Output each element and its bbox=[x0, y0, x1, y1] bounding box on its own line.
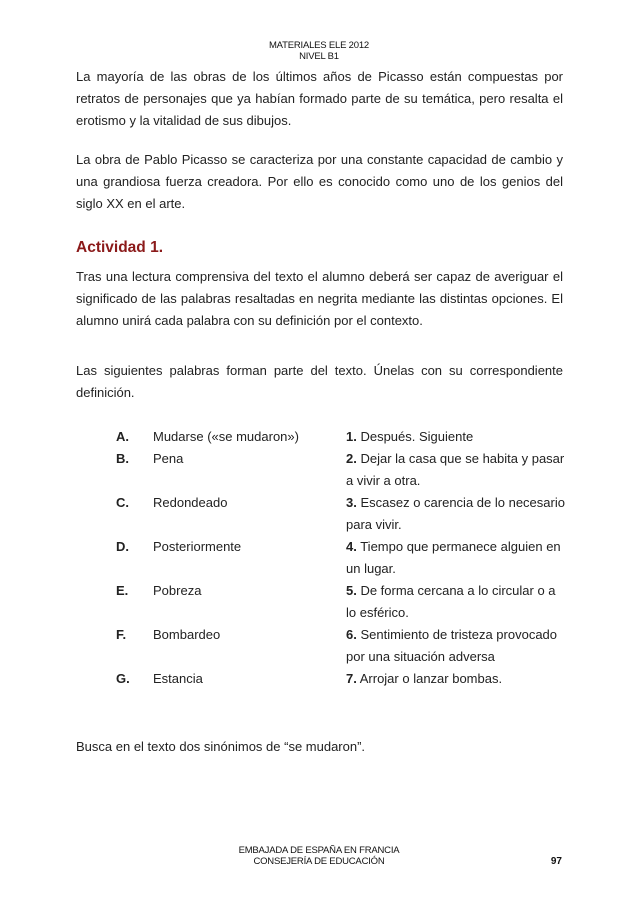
definition-text: De forma cercana a lo circular o a lo esférico. bbox=[346, 583, 556, 620]
row-word: Redondeado bbox=[153, 495, 228, 510]
row-letter: A. bbox=[116, 429, 129, 444]
definition-text: Dejar la casa que se habita y pasar a vivir a otra. bbox=[346, 451, 565, 488]
definition-text: Escasez o carencia de lo necesario para vivir. bbox=[346, 495, 565, 532]
definition-number: 1. bbox=[346, 429, 357, 444]
row-letter: G. bbox=[116, 671, 130, 686]
row-letter: B. bbox=[116, 451, 129, 466]
definition-text: Después. Siguiente bbox=[356, 429, 474, 444]
row-definition bbox=[346, 536, 566, 580]
paragraph-exercise-intro: Las siguientes palabras forman parte del texto. Únelas con su correspondiente definición. bbox=[76, 363, 563, 400]
paragraph-synonyms-task: Busca en el texto dos sinónimos de “se mudaron”. bbox=[76, 739, 366, 754]
footer-line-1: EMBAJADA DE ESPAÑA EN FRANCIA bbox=[238, 845, 400, 856]
row-word: Posteriormente bbox=[153, 539, 242, 554]
definition-number: 4. bbox=[346, 539, 357, 554]
paragraph-instructions: Tras una lectura comprensiva del texto el alumno deberá ser capaz de averiguar el significado de las palabras resaltadas en negrita mediante las distintas opciones. El alumno unirá cada palabra con su definición por el contexto. bbox=[76, 269, 563, 328]
definition-number: 3. bbox=[346, 495, 357, 510]
row-letter: D. bbox=[116, 539, 129, 554]
footer-line-2: CONSEJERÍA DE EDUCACIÓN bbox=[253, 856, 385, 867]
definition-number: 5. bbox=[346, 583, 357, 598]
page-header bbox=[0, 40, 638, 62]
definition-number: 7. bbox=[346, 671, 357, 686]
header-line-1: MATERIALES ELE 2012 bbox=[268, 40, 370, 51]
row-definition bbox=[346, 492, 566, 536]
row-word: Pobreza bbox=[153, 583, 202, 598]
definition-text: Arrojar o lanzar bombas. bbox=[356, 671, 503, 686]
row-word: Estancia bbox=[153, 671, 203, 686]
row-definition bbox=[346, 580, 566, 624]
row-word: Pena bbox=[153, 451, 184, 466]
page-number: 97 bbox=[550, 856, 562, 867]
row-definition bbox=[346, 624, 566, 668]
paragraph-2: La obra de Pablo Picasso se caracteriza por una constante capacidad de cambio y una grandiosa fuerza creadora. Por ello es conocido como uno de los genios del siglo XX en el arte. bbox=[76, 152, 563, 211]
row-letter: F. bbox=[116, 627, 127, 642]
activity-heading: Actividad 1. bbox=[76, 239, 163, 256]
row-definition bbox=[346, 448, 566, 492]
row-definition bbox=[346, 426, 566, 448]
definition-number: 6. bbox=[346, 627, 357, 642]
row-word: Bombardeo bbox=[153, 627, 221, 642]
definition-text: Tiempo que permanece alguien en un lugar. bbox=[346, 539, 561, 576]
row-letter: C. bbox=[116, 495, 129, 510]
paragraph-1: La mayoría de las obras de los últimos años de Picasso están compuestas por retratos de personajes que ya habían formado parte de su temática, pero resalta el erotismo y la vitalidad de sus dibujos. bbox=[76, 69, 563, 128]
row-letter: E. bbox=[116, 583, 129, 598]
row-definition bbox=[346, 668, 566, 690]
row-word: Mudarse («se mudaron») bbox=[153, 429, 299, 444]
definition-text: Sentimiento de tristeza provocado por una situación adversa bbox=[346, 627, 558, 664]
header-line-2: NIVEL B1 bbox=[299, 51, 339, 62]
definition-number: 2. bbox=[346, 451, 357, 466]
